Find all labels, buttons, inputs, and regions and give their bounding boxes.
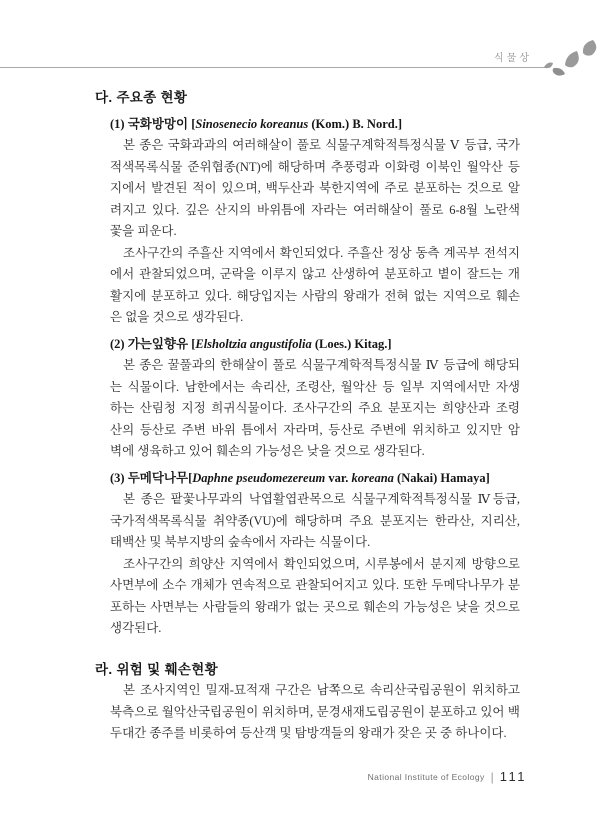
text-line: 본 종은 꿀풀과의 한해살이 풀로 식물구계학적특정식물 Ⅳ 등급에 해당되 (123, 358, 520, 372)
text-line: 지에서 발견된 적이 있으며, 백두산과 북한지역에 주로 분포하는 것으로 알 (110, 181, 520, 195)
page-body (95, 87, 520, 745)
header-divider (0, 67, 546, 68)
title-text: (2) 가는잎향유 [ (110, 336, 196, 351)
species-title (110, 114, 520, 136)
text-line: 산의 등산로 주변 바위 틈에서 자라며, 등산로 주변에 위치하고 있지만 암 (110, 422, 520, 437)
text-line: 은 없을 것으로 생각된다. (110, 310, 244, 324)
text-line: 조사구간의 주흘산 지역에서 확인되었다. 주흘산 정상 동측 계곡부 전석지 (123, 245, 520, 260)
title-text: (Nakai) Hamaya] (393, 470, 490, 485)
species-description-paragraph (110, 355, 520, 463)
species-title (110, 468, 520, 490)
text-line: 려지고 있다. 깊은 산지의 바위틈에 자라는 여러해살이 풀로 6-8월 노란색 (110, 202, 520, 217)
latin-name-italic: Daphne pseudomezereum (192, 470, 326, 485)
text-line: 본 조사지역인 밀재-묘적재 구간은 남쪽으로 속리산국립공원이 위치하고 (123, 683, 520, 697)
text-line: 본 종은 국화과과의 여러해살이 풀로 식물구계학적특정식물 Ⅴ 등급, 국가 (123, 138, 520, 152)
text-line: 북측으로 월악산국립공원이 위치하며, 문경새재도립공원이 분포하고 있어 백 (110, 704, 520, 719)
text-line: 생각된다. (110, 621, 162, 635)
text-line: 꽃을 피운다. (110, 224, 177, 238)
page-footer (368, 769, 527, 784)
text-line: 는 식물이다. 남한에서는 속리산, 조령산, 월악산 등 일부 지역에서만 자생 (110, 379, 520, 394)
species-survey-paragraph (110, 243, 520, 329)
text-line: 포하는 사면부는 사람들의 왕래가 없는 곳으로 훼손의 가능성은 낮을 것으로 (110, 599, 520, 614)
page-number: 111 (499, 769, 527, 784)
header-section-label: 식물상 (494, 53, 532, 64)
text-line: 하는 산림청 지정 희귀식물이다. 조사구간의 주요 분포지는 희양산과 조령 (110, 401, 520, 415)
title-text: (Loes.) Kitag.] (311, 336, 392, 351)
subsection-dumedaknamu (110, 468, 520, 640)
risk-damage-paragraph (110, 680, 520, 745)
subsection-gukhwabangmangi (110, 114, 520, 329)
text-line: 태백산 및 북부지방의 숲속에서 자라는 식물이다. (110, 535, 371, 549)
title-text: (Kom.) B. Nord.] (308, 116, 402, 131)
text-line: 에서 관찰되었으며, 군락을 이루지 않고 산생하여 분포하고 볕이 잘드는 개 (110, 267, 520, 281)
section-heading-major-species: 다. 주요종 현황 (95, 90, 188, 105)
species-description-paragraph (110, 135, 520, 243)
title-text: (3) 두메닥나무[ (110, 470, 193, 485)
text-line: 사면부에 소수 개체가 연속적으로 관찰되어지고 있다. 또한 두메닥나무가 분 (110, 578, 520, 592)
footer-institute-label: National Institute of Ecology (367, 771, 485, 782)
footer-separator: | (490, 769, 494, 784)
latin-name-italic: Sinosenecio koreanus (195, 116, 309, 131)
species-survey-paragraph (110, 554, 520, 640)
leaf-sprig-icon (542, 40, 606, 90)
text-line: 활지에 분포하고 있다. 해당입지는 사람의 왕래가 전혀 없는 지역으로 훼손 (110, 288, 520, 303)
section-risk-damage (95, 659, 520, 745)
title-text: var. (325, 470, 352, 485)
section-major-species (95, 87, 520, 640)
latin-name-italic: koreana (351, 470, 394, 485)
species-title (110, 334, 520, 356)
text-line: 벽에 생육하고 있어 훼손의 가능성은 낮을 것으로 생각된다. (110, 444, 425, 458)
subsection-ganeunipyangyu (110, 334, 520, 463)
text-line: 두대간 종주를 비롯하여 등산객 및 탐방객들의 왕래가 잦은 곳 중 하나이다. (110, 726, 507, 740)
title-text: (1) 국화방망이 [ (110, 116, 196, 131)
species-description-paragraph (110, 489, 520, 554)
text-line: 본 종은 팥꽃나무과의 낙엽활엽관목으로 식물구계학적특정식물 Ⅳ등급, (123, 492, 520, 506)
text-line: 국가적색목록식물 취약종(VU)에 해당하며 주요 분포지는 한라산, 지리산, (110, 513, 520, 528)
text-line: 조사구간의 희양산 지역에서 확인되었으며, 시루봉에서 분지제 방향으로 (123, 556, 520, 571)
section-heading-risk-damage: 라. 위험 및 훼손현황 (95, 661, 218, 677)
latin-name-italic: Elsholtzia angustifolia (195, 336, 312, 351)
text-line: 적색목록식물 준위협종(NT)에 해당하며 추풍령과 이화령 이북인 월악산 등 (110, 159, 520, 174)
